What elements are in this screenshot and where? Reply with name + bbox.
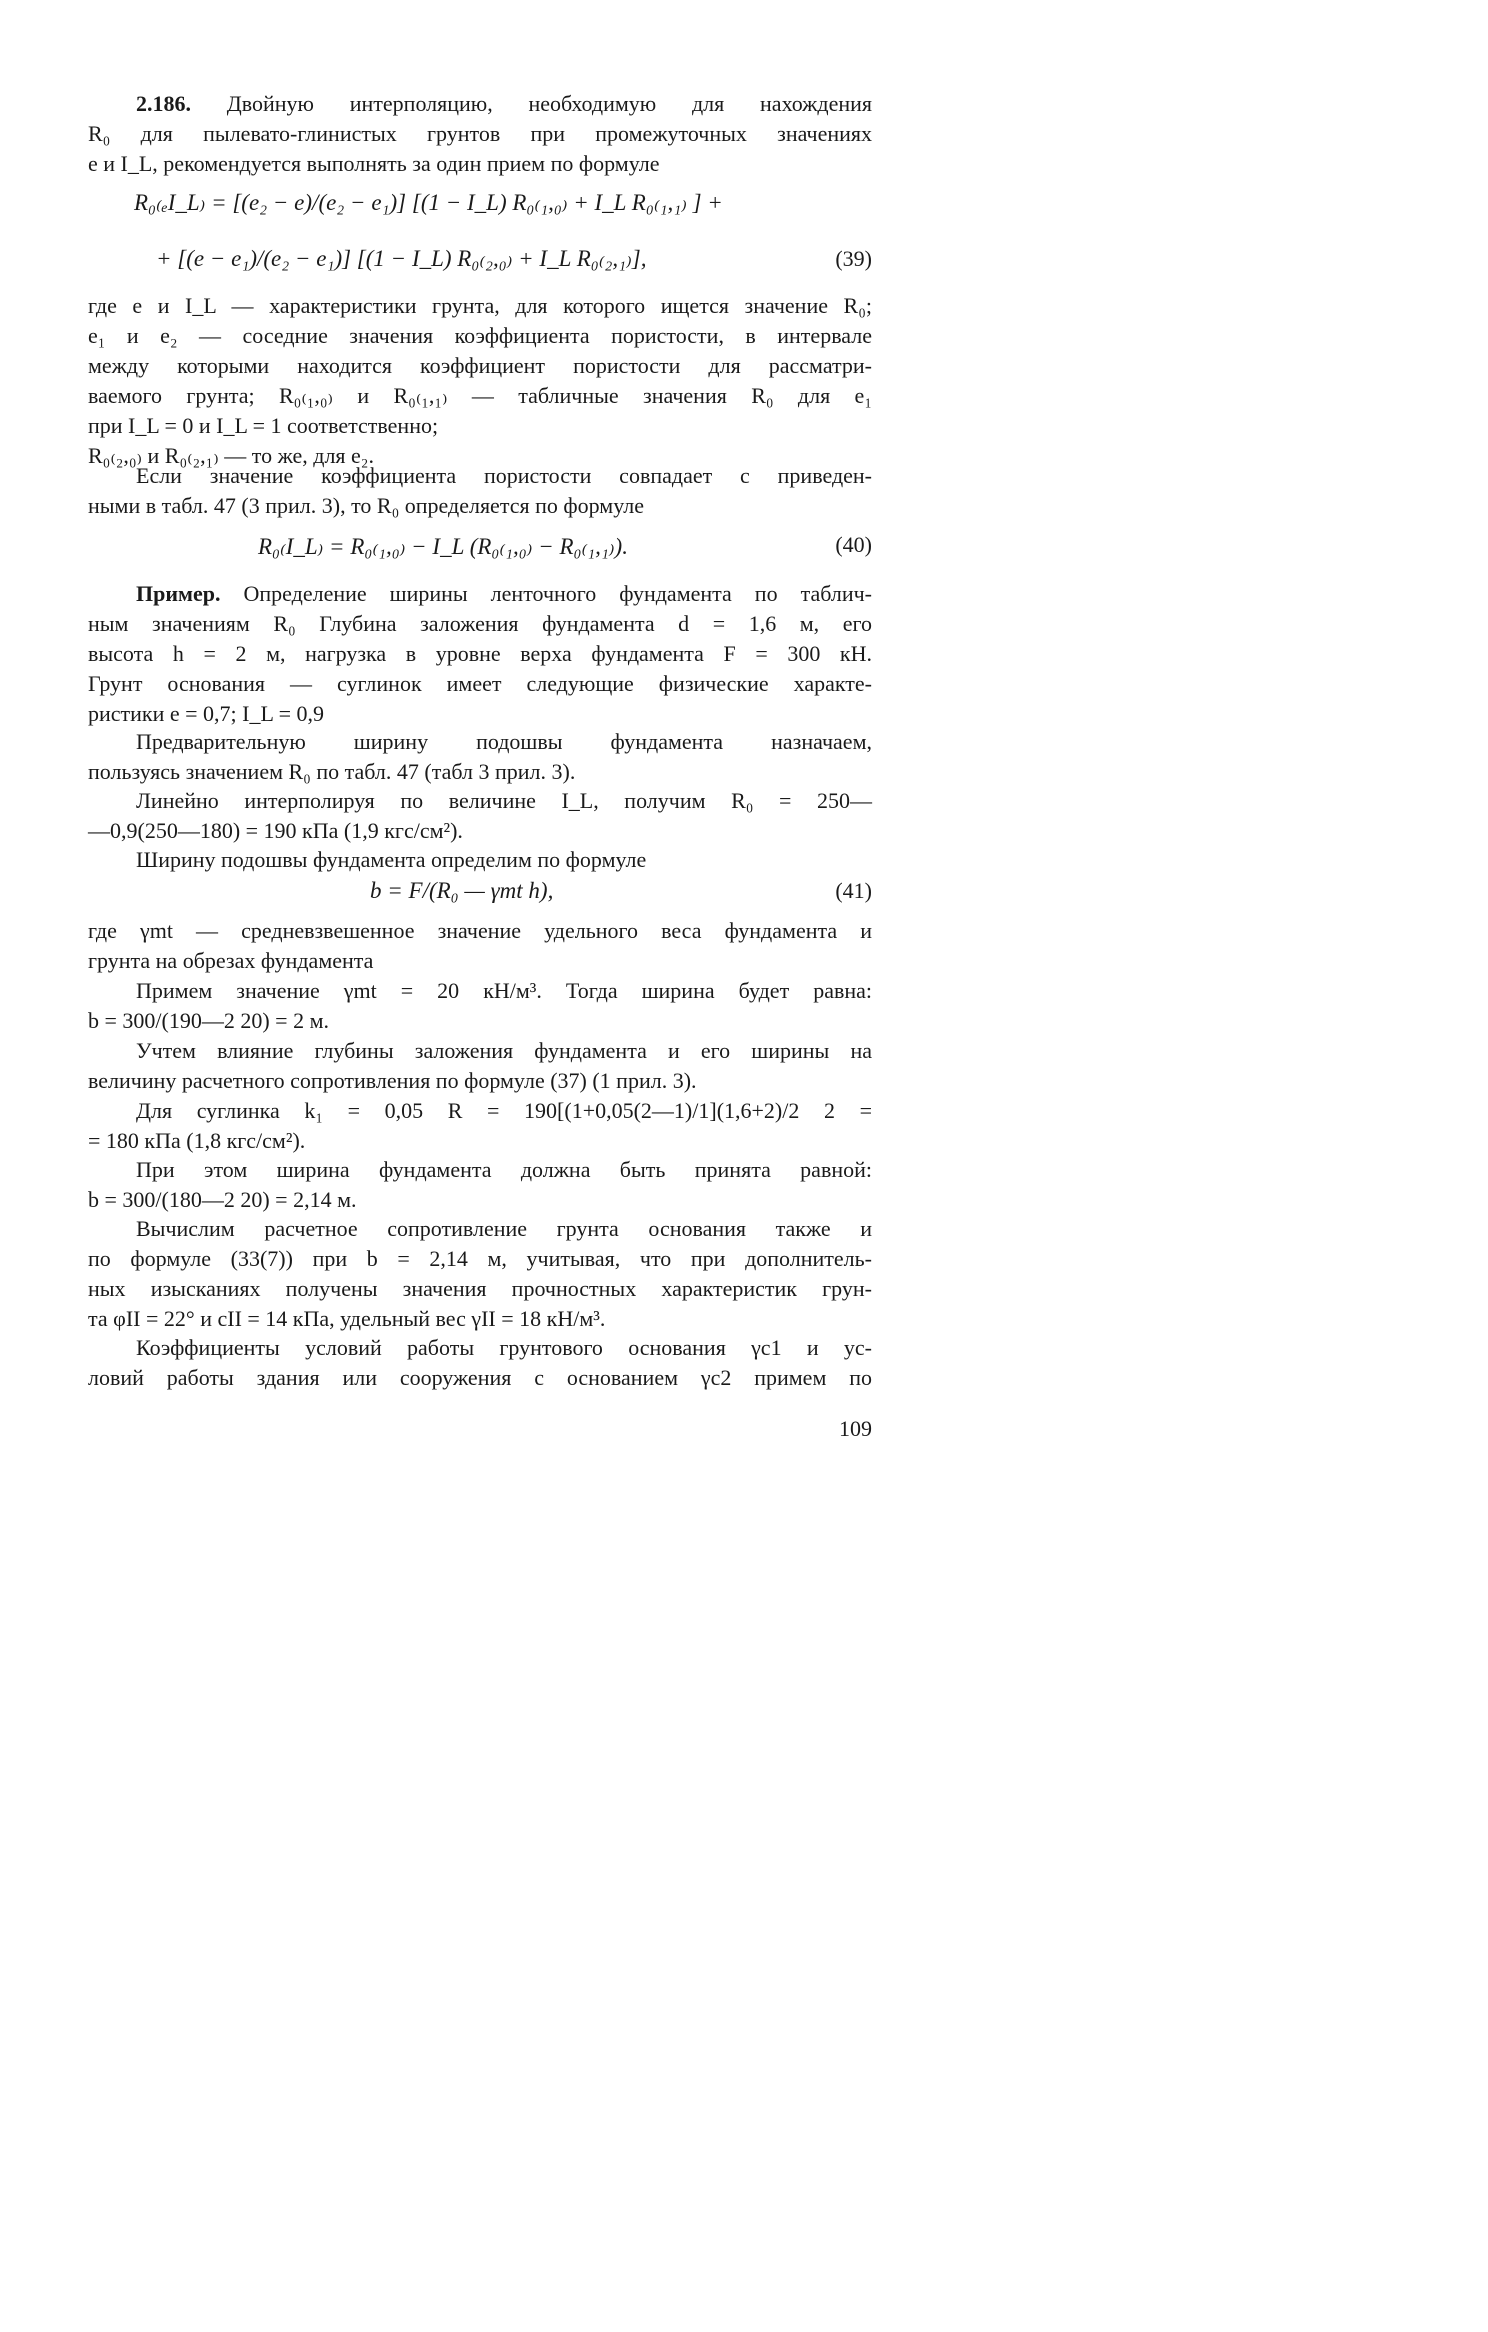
where-39-line-5: при I_L = 0 и I_L = 1 соответственно;: [88, 413, 439, 438]
result-paragraph: [88, 1155, 872, 1215]
formula-39-line-1: R₀₍ₑI_L₎ = [(e₂ − e)/(e₂ − e₁)] [(1 − I_L) R₀₍₁,₀₎ + I_L R₀₍₁,₁₎ ] +: [134, 190, 723, 215]
linear-line-1: Линейно интерполируя по величине I_L, получим R₀ = 250—: [136, 788, 872, 813]
section-number: 2.186.: [136, 91, 191, 116]
example-line-2: ным значениям R₀ Глубина заложения фундамента d = 1,6 м, его: [88, 611, 872, 636]
intro-line-2: R₀ для пылевато-глинистых грунтов при промежуточных значениях: [88, 121, 872, 146]
compute-line-1: Вычислим расчетное сопротивление грунта основания также и: [136, 1216, 872, 1241]
loam-paragraph: [88, 1096, 872, 1156]
coef-line-2: ловий работы здания или сооружения с основанием γc2 примем по: [88, 1365, 872, 1390]
if-line-1: Если значение коэффициента пористости совпадает с приведен-: [136, 463, 872, 488]
accept-line-2: b = 300/(190—2 20) = 2 м.: [88, 1008, 330, 1033]
linear-line-2: —0,9(250—180) = 190 кПа (1,9 кгс/см²).: [88, 818, 463, 843]
example-line-4: Грунт основания — суглинок имеет следующие физические характе-: [88, 671, 872, 696]
formula-39-line-2: + [(e − e₁)/(e₂ − e₁)] [(1 − I_L) R₀₍₂,₀₎ + I_L R₀₍₂,₁₎],: [156, 246, 647, 271]
coef-paragraph: [88, 1333, 872, 1393]
equation-number-41: (41): [835, 878, 872, 903]
accept-paragraph: [88, 976, 872, 1036]
example-paragraph: [88, 579, 872, 729]
loam-line-2: = 180 кПа (1,8 кгс/см²).: [88, 1128, 306, 1153]
loam-line-1: Для суглинка k₁ = 0,05 R = 190[(1+0,05(2—1)/1](1,6+2)/2 2 =: [136, 1098, 872, 1123]
coef-line-1: Коэффициенты условий работы грунтового основания γc1 и ус-: [136, 1335, 872, 1360]
page-number: 109: [839, 1416, 872, 1441]
where-39-line-6: R₀₍₂,₀₎ и R₀₍₂,₁₎ — то же, для e₂.: [88, 443, 374, 468]
where-39-line-3: между которыми находится коэффициент пористости для рассматри-: [88, 353, 872, 378]
compute-line-4: та φII = 22° и cII = 14 кПа, удельный вес γII = 18 кН/м³.: [88, 1306, 606, 1331]
consider-line-1: Учтем влияние глубины заложения фундамента и его ширины на: [136, 1038, 872, 1063]
where-39-line-2: e₁ и e₂ — соседние значения коэффициента пористости, в интервале: [88, 323, 872, 348]
compute-paragraph: [88, 1214, 872, 1334]
width-intro-line: Ширину подошвы фундамента определим по формуле: [136, 847, 647, 872]
consider-line-2: величину расчетного сопротивления по формуле (37) (1 прил. 3).: [88, 1068, 697, 1093]
equation-number-39: (39): [835, 246, 872, 271]
book-page: [0, 0, 1000, 1567]
width-intro-paragraph: [88, 845, 872, 875]
where-41-line-2: грунта на обрезах фундамента: [88, 948, 374, 973]
where-39-line-4: ваемого грунта; R₀₍₁,₀₎ и R₀₍₁,₁₎ — табличные значения R₀ для e₁: [88, 383, 872, 408]
prelim-line-2: пользуясь значением R₀ по табл. 47 (табл 3 прил. 3).: [88, 759, 576, 784]
result-line-2: b = 300/(180—2 20) = 2,14 м.: [88, 1187, 357, 1212]
where-39-line-1: где e и I_L — характеристики грунта, для которого ищется значение R₀;: [88, 293, 872, 318]
if-paragraph: [88, 461, 872, 521]
equation-number-40: (40): [835, 532, 872, 557]
formula-40: R₀₍I_L₎ = R₀₍₁,₀₎ − I_L (R₀₍₁,₀₎ − R₀₍₁,₁₎).: [258, 534, 628, 559]
consider-paragraph: [88, 1036, 872, 1096]
linear-paragraph: [88, 786, 872, 846]
where-39-paragraph: [88, 291, 872, 471]
compute-line-3: ных изысканиях получены значения прочностных характеристик грун-: [88, 1276, 872, 1301]
where-41-line-1: где γmt — средневзвешенное значение удельного веса фундамента и: [88, 918, 872, 943]
compute-line-2: по формуле (33(7)) при b = 2,14 м, учитывая, что при дополнитель-: [88, 1246, 872, 1271]
prelim-line-1: Предварительную ширину подошвы фундамента назначаем,: [136, 729, 872, 754]
result-line-1: При этом ширина фундамента должна быть принята равной:: [136, 1157, 872, 1182]
formula-41: b = F/(R₀ — γmt h),: [370, 878, 554, 903]
example-line-3: высота h = 2 м, нагрузка в уровне верха фундамента F = 300 кН.: [88, 641, 872, 666]
intro-paragraph: [88, 89, 872, 179]
prelim-paragraph: [88, 727, 872, 787]
accept-line-1: Примем значение γmt = 20 кН/м³. Тогда ширина будет равна:: [136, 978, 872, 1003]
where-41-paragraph: [88, 916, 872, 976]
example-line-5: ристики e = 0,7; I_L = 0,9: [88, 701, 325, 726]
intro-line-3: e и I_L, рекомендуется выполнять за один прием по формуле: [88, 151, 660, 176]
if-line-2: ными в табл. 47 (3 прил. 3), то R₀ определяется по формуле: [88, 493, 644, 518]
example-line-1: Определение ширины ленточного фундамента по таблич-: [220, 581, 872, 606]
example-label: Пример.: [136, 581, 221, 606]
intro-line-1: Двойную интерполяцию, необходимую для нахождения: [226, 91, 873, 116]
